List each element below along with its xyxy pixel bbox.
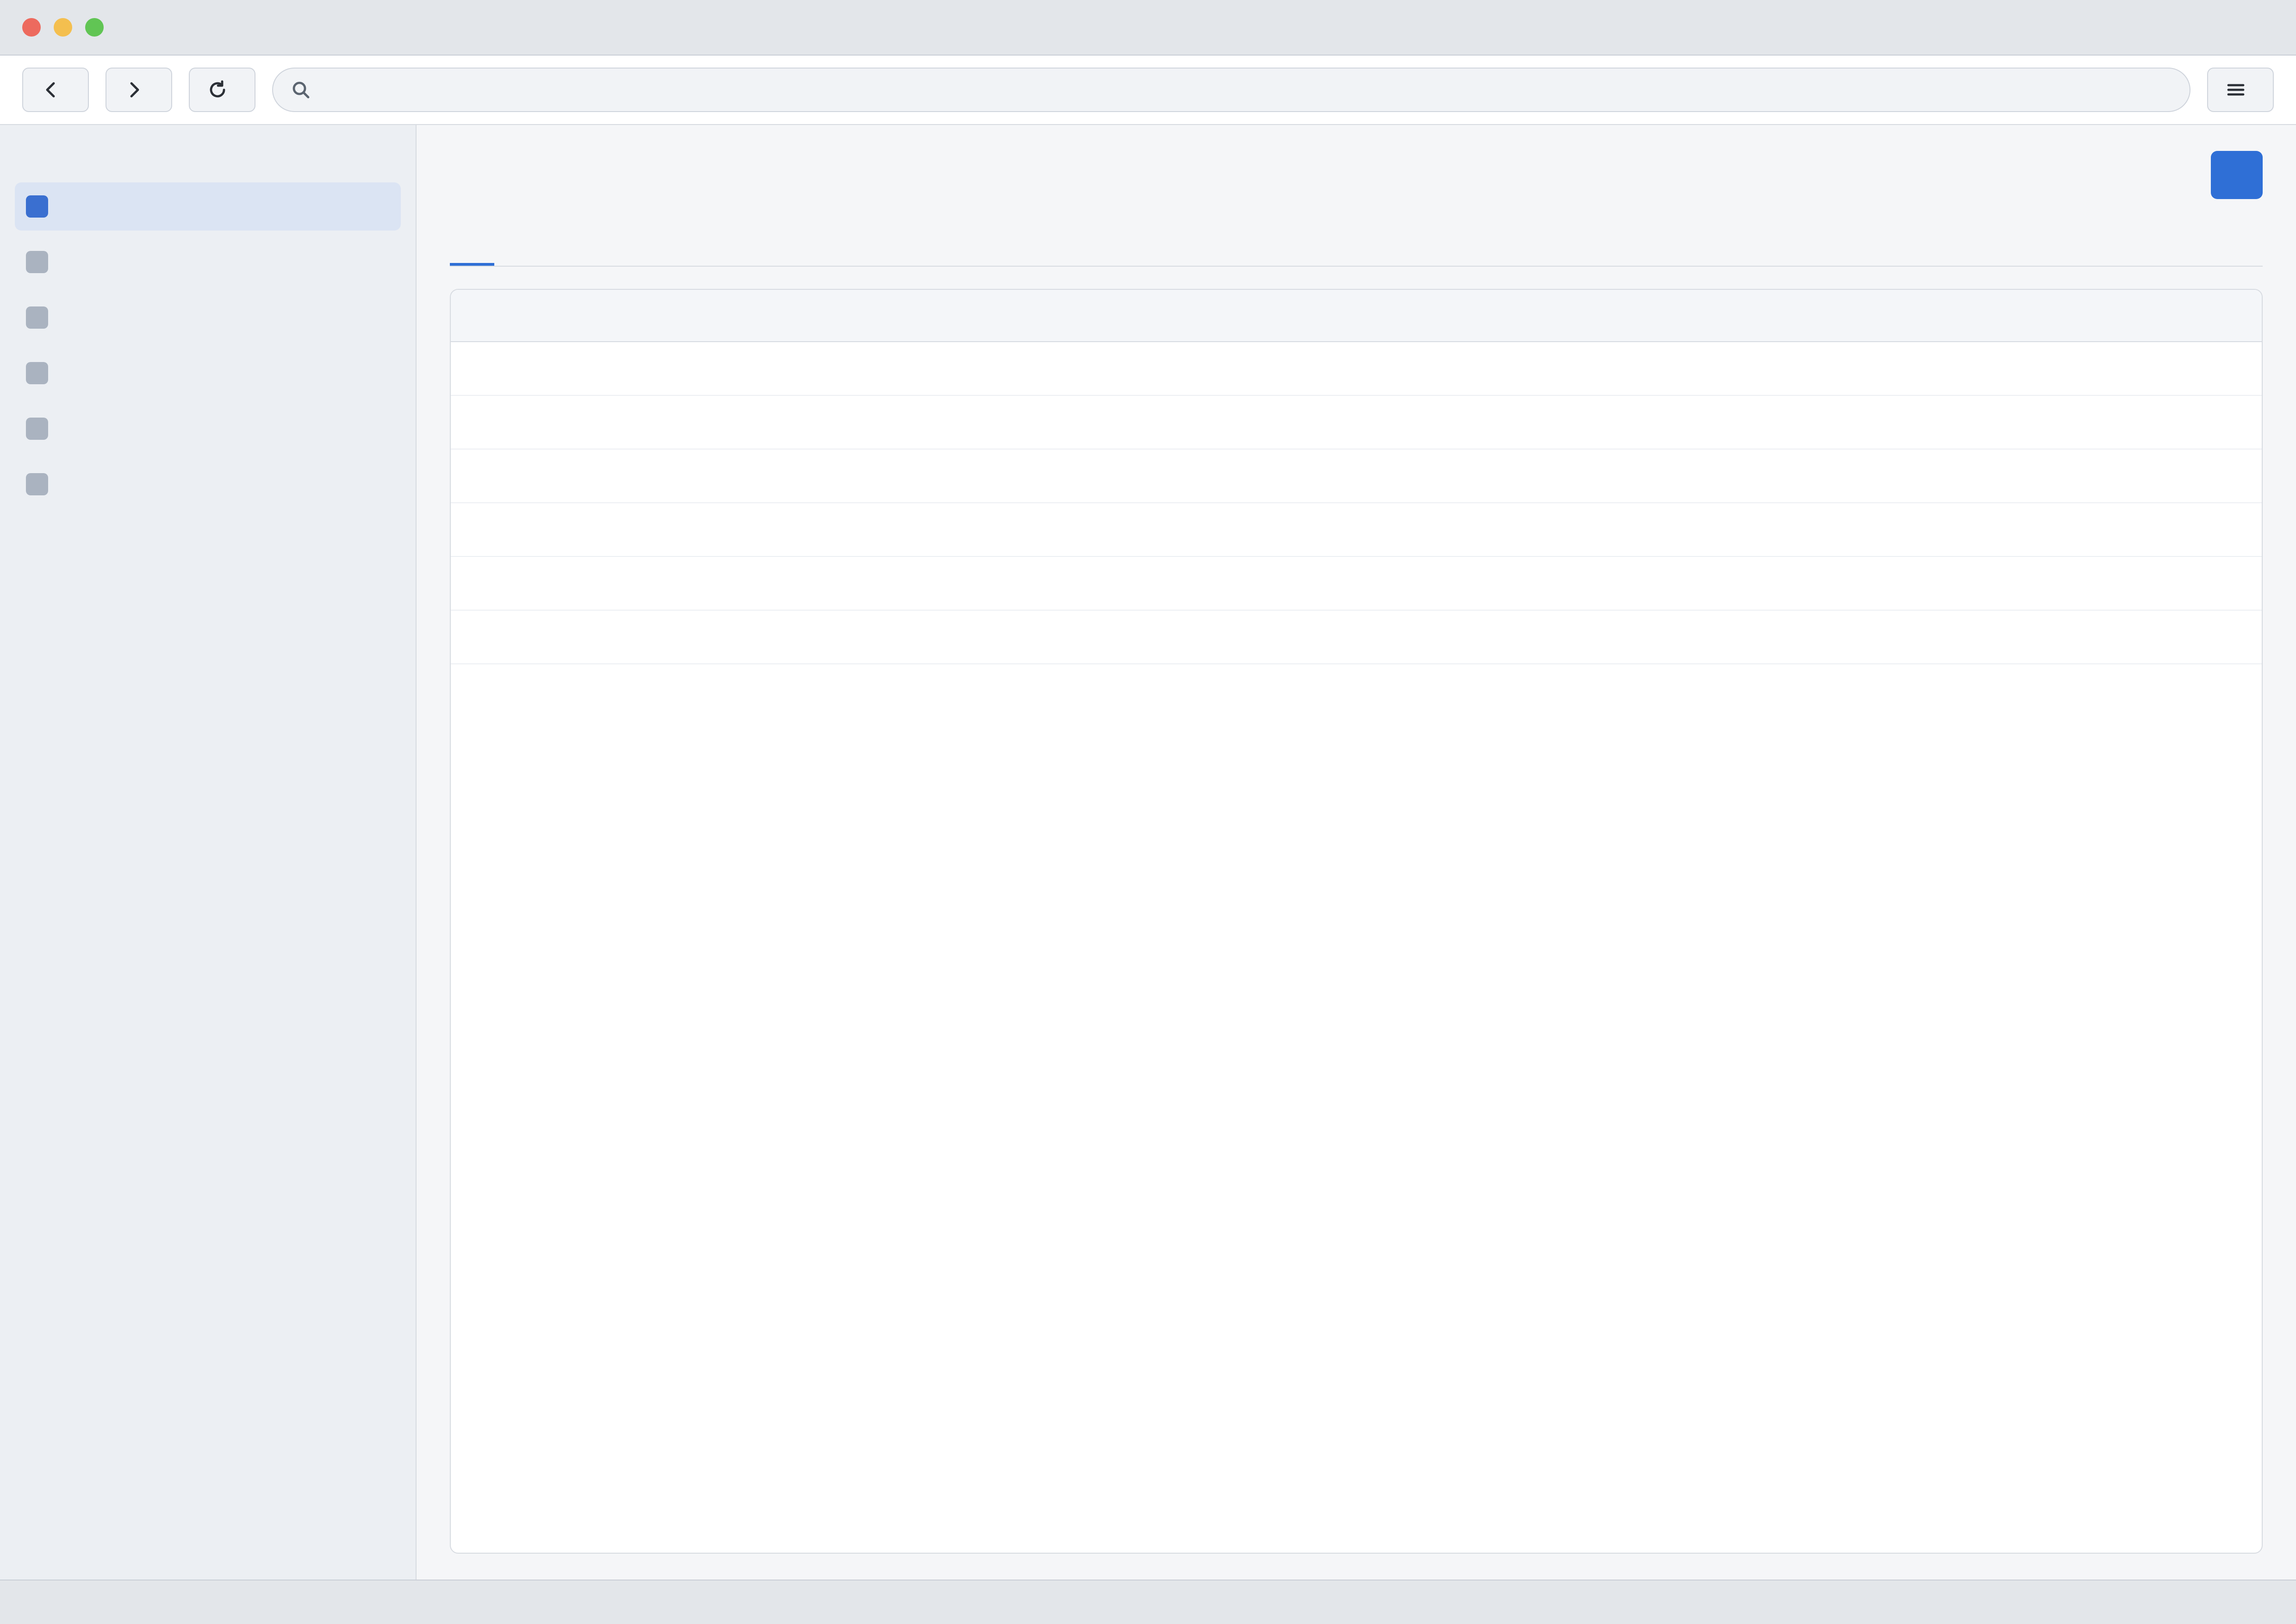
- title-bar: [0, 0, 2296, 56]
- table-cell: [451, 395, 903, 449]
- sidebar-item-icon: [26, 195, 48, 218]
- main-header: [450, 151, 2263, 199]
- address-bar: [272, 68, 2190, 112]
- table-cell: [451, 556, 903, 610]
- sidebar-item[interactable]: [15, 238, 401, 286]
- table-cell: [903, 449, 1356, 503]
- tab[interactable]: [500, 221, 544, 266]
- table-cell: [903, 610, 1356, 664]
- table-cell: [1356, 342, 1809, 395]
- table-cell: [451, 610, 903, 664]
- tab-bar: [450, 221, 2263, 267]
- table-cell: [1356, 610, 1809, 664]
- sidebar-item[interactable]: [15, 294, 401, 342]
- sidebar-item-icon: [26, 306, 48, 329]
- column-header[interactable]: [903, 290, 1356, 342]
- table-cell: [903, 395, 1356, 449]
- sidebar-item[interactable]: [15, 460, 401, 508]
- table-row[interactable]: [451, 610, 2262, 664]
- main-panel: [417, 125, 2296, 1580]
- refresh-button[interactable]: [189, 68, 255, 112]
- table-row[interactable]: [451, 342, 2262, 395]
- refresh-icon: [206, 79, 229, 101]
- menu-icon: [2225, 79, 2247, 101]
- table-cell: [1809, 342, 2262, 395]
- table-cell: [1356, 449, 1809, 503]
- close-window-button[interactable]: [22, 18, 41, 37]
- maximize-window-button[interactable]: [85, 18, 104, 37]
- table-cell: [1809, 610, 2262, 664]
- column-header[interactable]: [1356, 290, 1809, 342]
- sidebar-item[interactable]: [15, 182, 401, 231]
- table-row[interactable]: [451, 449, 2262, 503]
- toolbar: [0, 56, 2296, 125]
- sidebar-item-icon: [26, 473, 48, 495]
- data-table: [451, 290, 2262, 664]
- minimize-window-button[interactable]: [54, 18, 72, 37]
- tab[interactable]: [550, 221, 594, 266]
- arrow-right-icon: [123, 79, 145, 101]
- table-cell: [451, 503, 903, 556]
- table-cell: [1809, 449, 2262, 503]
- table-cell: [903, 556, 1356, 610]
- forward-button[interactable]: [106, 68, 172, 112]
- sidebar-item[interactable]: [15, 349, 401, 397]
- table-row[interactable]: [451, 395, 2262, 449]
- sidebar-item-icon: [26, 251, 48, 273]
- menu-button[interactable]: [2207, 68, 2274, 112]
- table-cell: [451, 342, 903, 395]
- table-cell: [1356, 556, 1809, 610]
- column-header[interactable]: [1809, 290, 2262, 342]
- status-bar: [0, 1580, 2296, 1624]
- sidebar-heading: [15, 147, 401, 175]
- table-cell: [903, 342, 1356, 395]
- table-cell: [451, 449, 903, 503]
- tab[interactable]: [450, 221, 494, 266]
- primary-action-button[interactable]: [2211, 151, 2263, 199]
- arrow-left-icon: [40, 79, 62, 101]
- table-cell: [903, 503, 1356, 556]
- table-cell: [1809, 395, 2262, 449]
- sidebar-item[interactable]: [15, 405, 401, 453]
- table-row[interactable]: [451, 503, 2262, 556]
- table-cell: [1356, 503, 1809, 556]
- column-header[interactable]: [451, 290, 903, 342]
- content-area: [0, 125, 2296, 1580]
- table-cell: [1809, 503, 2262, 556]
- table-header-row: [451, 290, 2262, 342]
- window-controls: [22, 18, 104, 37]
- data-table-container: [450, 289, 2263, 1554]
- search-icon: [290, 79, 312, 101]
- back-button[interactable]: [22, 68, 89, 112]
- table-row[interactable]: [451, 556, 2262, 610]
- sidebar-item-icon: [26, 418, 48, 440]
- table-cell: [1809, 556, 2262, 610]
- sidebar: [0, 125, 417, 1580]
- address-input[interactable]: [323, 71, 2173, 108]
- table-cell: [1356, 395, 1809, 449]
- sidebar-item-icon: [26, 362, 48, 384]
